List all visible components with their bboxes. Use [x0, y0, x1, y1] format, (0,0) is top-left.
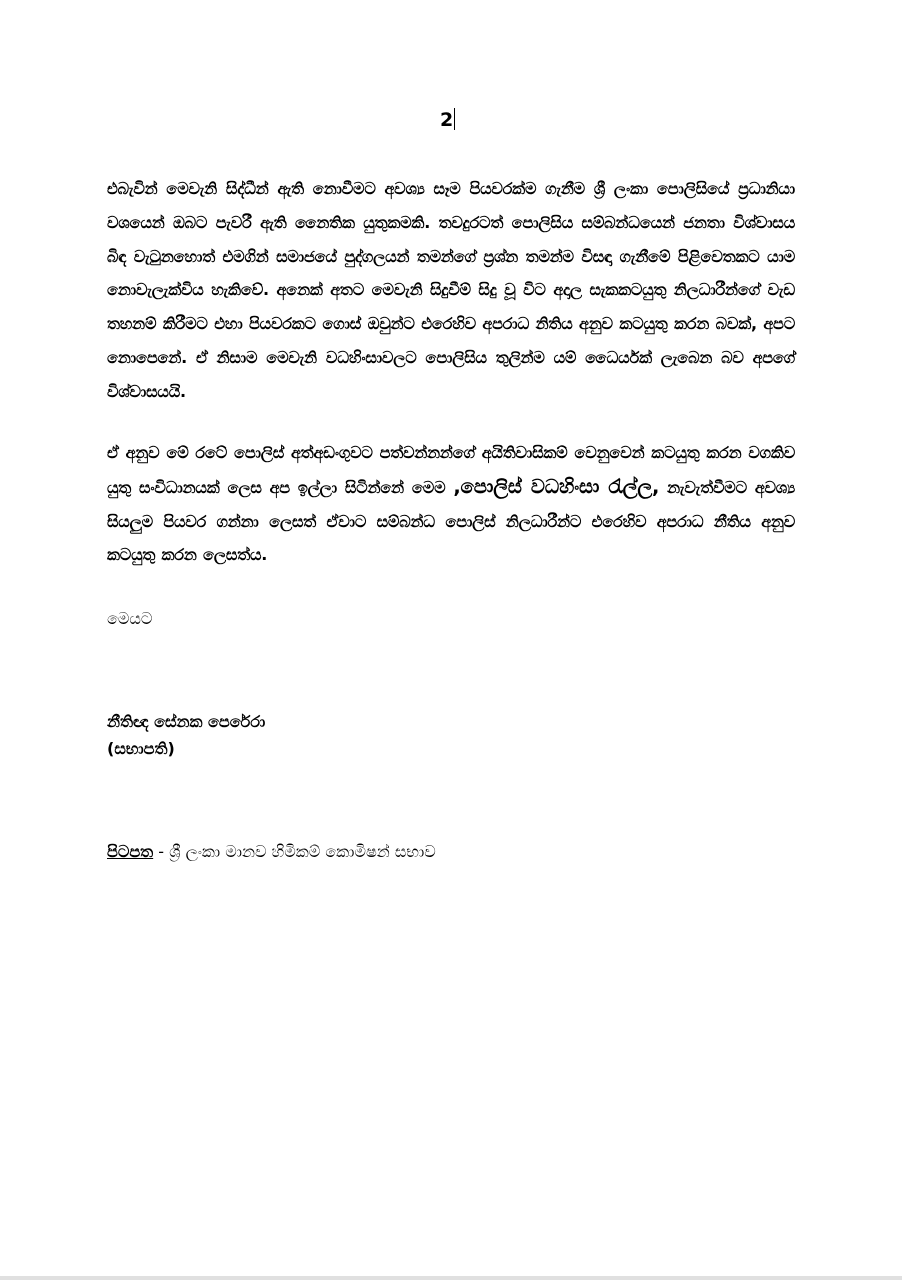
copy-to-line [107, 840, 436, 864]
page-bottom-edge [0, 1276, 902, 1280]
page-number: 2 [440, 109, 454, 131]
closing-line: මෙයට [107, 609, 153, 628]
body-paragraph-1: එබැවින් මෙවැනි සිද්ධීන් ඇති නොවීමට අවශ්‍ය සෑම පියවරක්ම ගැනීම ශ්‍රී ලංකා පොලිසියේ ප්‍රධානියා වශයෙන් ඔබට පැවරී ඇති නෛතික යුතුකමකි. තවදුරටත් පොලිසිය සම්බන්ධයෙන් ජනතා විශ්වාසය බිඳ වැටුනහොත් එමගින් සමාජයේ පුද්ගලයන් තමන්ගේ ප්‍රශ්න තමන්ම විසඳා ගැනීමේ පිළිවෙතකට යාම නොවැලැක්විය හැකිවේ. අනෙක් අතට මෙවැනි සිදුවීම් සිදු වූ විට අදාල සැකකටයුතු නිලධාරීන්ගේ වැඩ තහනම් කිරීමට එහා පියවරකට ගොස් ඔවුන්ට එරෙහිව අපරාධ නිතිය අනුව කටයුතු කරන බවක්, අපට නොපෙනේ. ඒ නිසාම මෙවැනි වධහිංසාවලට පොලිසිය තුලින්ම යම් ධෛර්යක් ලැබෙන බව අපගේ විශ්වාසයයි. [107, 179, 796, 401]
copy-to-recipient: - ශ්‍රී ලංකා මානව හිමිකම් කොමිෂන් සභාව [153, 842, 436, 861]
paragraph-2-text-after: නැවැත්වීමට අවශ්‍ය සියලුම පියවර ගන්නා ලෙසත් ඒවාට සම්බන්ධ පොලිස් නිලධාරීන්ට එරෙහිව අපරාධ නීතිය අනුව කටයුතු කරන ලෙසත්ය. [107, 477, 795, 565]
signature-block [107, 708, 265, 762]
paragraph-2-emphasis: ,පොලිස් වධහිංසා රැල්ල, [453, 474, 660, 498]
copy-to-label: පිටපත [107, 842, 154, 861]
body-paragraph-2 [107, 436, 795, 572]
signatory-name: නීතිඥ සේනක පෙරේරා [107, 712, 266, 731]
signatory-title: (සභාපති) [107, 739, 175, 758]
paragraph-2-text-before: ඒ අනුව මේ රටේ පොලිස් අත්අඩංගුවට පත්වන්නන්ගේ අයිතිවාසිකම් වෙනුවෙන් කටයුතු කරන වගකිව යුතු සංවිධානයක් ලෙස අප ඉල්ලා සිටින්නේ මෙම [107, 443, 795, 497]
text-cursor [454, 108, 455, 130]
